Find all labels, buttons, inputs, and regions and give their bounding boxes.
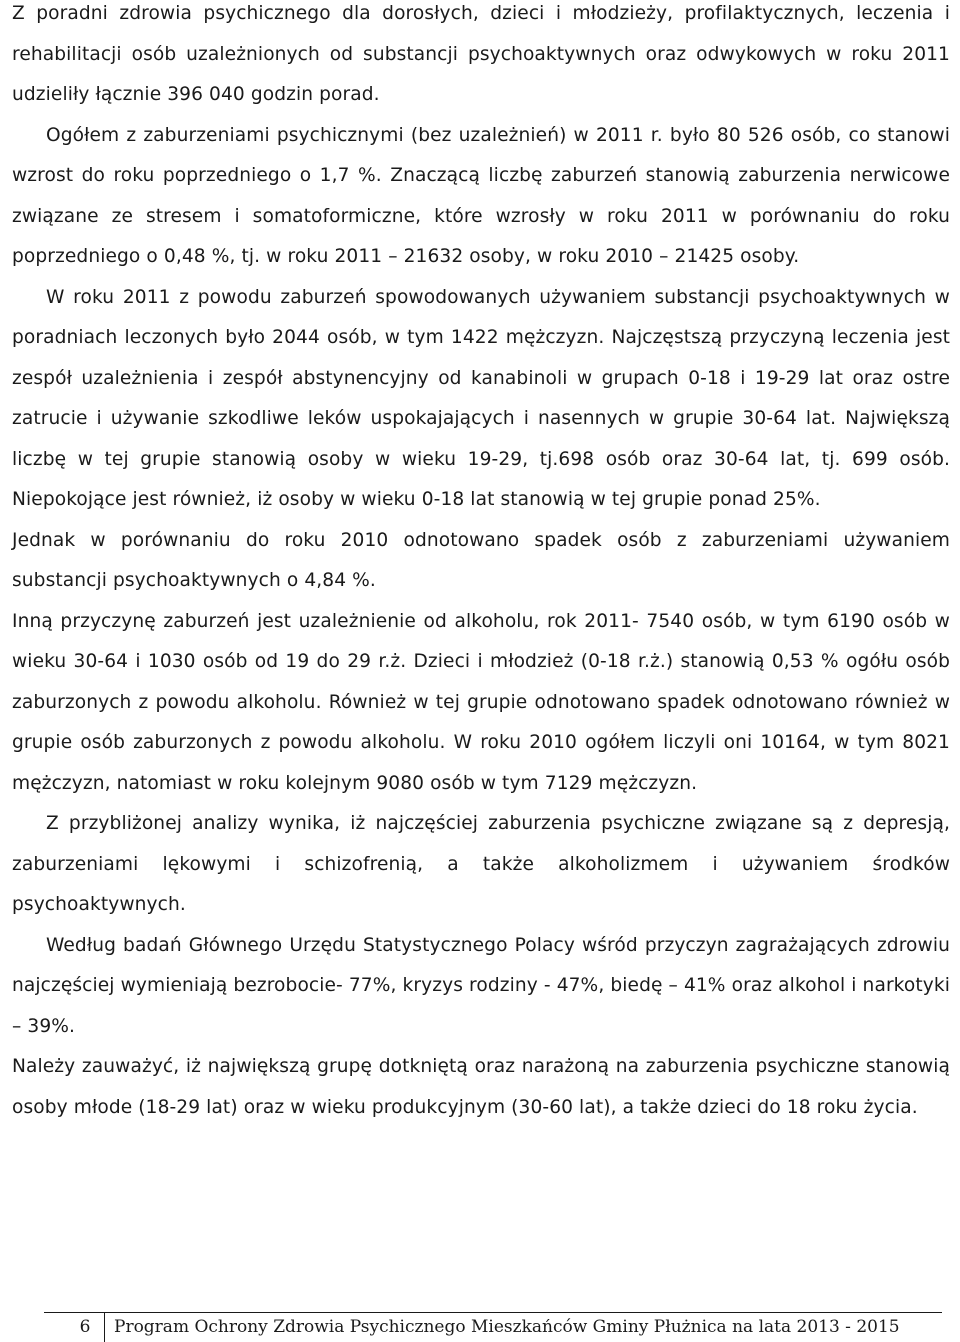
- page-number: 6: [79, 1317, 91, 1337]
- paragraph-gus-survey: Według badań Głównego Urzędu Statystycznego Polacy wśród przyczyn zagrażających zdrowiu najczęściej wymieniają bezrobocie- 77%, kryzys rodziny - 47%, biedę – 41% oraz alkohol i narkotyki – 39%.: [12, 934, 950, 1037]
- paragraph-outpatient-clinics: Z poradni zdrowia psychicznego dla dorosłych, dzieci i młodzieży, profilaktycznych, leczenia i rehabilitacji osób uzależnionych od substancji psychoaktywnych oraz odwykowych w roku 2011 udzieliły łącznie 396 040 godzin porad.: [12, 3, 950, 105]
- paragraph-alcohol: Inną przyczynę zaburzeń jest uzależnienie od alkoholu, rok 2011- 7540 osób, w tym 6190 osób w wieku 30-64 i 1030 osób od 19 do 29 r.ż. Dzieci i młodzież (0-18 r.ż.) stanowią 0,53 % ogółu osób zaburzonych z powodu alkoholu. Również w tej grupie odnotowano spadek odnotowano również w grupie osób zaburzonych z powodu alkoholu. W roku 2010 ogółem liczyli oni 10164, w tym 8021 mężczyzn, natomiast w roku kolejnym 9080 osób w tym 7129 mężczyzn.: [12, 610, 950, 794]
- document-page: [12, 0, 950, 1128]
- paragraph-decrease-2010: Jednak w porównaniu do roku 2010 odnotowano spadek osób z zaburzeniami używaniem substancji psychoaktywnych o 4,84 %.: [12, 529, 950, 591]
- page-footer: [0, 1312, 960, 1342]
- paragraph-risk-groups: Należy zauważyć, iż największą grupę dotkniętą oraz narażoną na zaburzenia psychiczne stanowią osoby młode (18-29 lat) oraz w wieku produkcyjnym (30-60 lat), a także dzieci do 18 roku życia.: [12, 1056, 950, 1118]
- paragraph-analysis: Z przybliżonej analizy wynika, iż najczęściej zaburzenia psychiczne związane są z depresją, zaburzeniami lękowymi i schizofrenią, a także alkoholizmem i używaniem środków psychoaktywnych.: [12, 813, 950, 915]
- paragraph-mental-disorders: Ogółem z zaburzeniami psychicznymi (bez uzależnień) w 2011 r. było 80 526 osób, co stanowi wzrost do roku poprzedniego o 1,7 %. Znaczącą liczbę zaburzeń stanowią zaburzenia nerwicowe związane ze stresem i somatoformiczne, które wzrosły w roku 2011 w porównaniu do roku poprzedniego o 0,48 %, tj. w roku 2011 – 21632 osoby, w roku 2010 – 21425 osoby.: [12, 124, 950, 267]
- footer-title: Program Ochrony Zdrowia Psychicznego Mieszkańców Gminy Płużnica na lata 2013 - 2015: [114, 1317, 900, 1337]
- paragraph-psychoactive-substances: W roku 2011 z powodu zaburzeń spowodowanych używaniem substancji psychoaktywnych w poradniach leczonych było 2044 osób, w tym 1422 mężczyzn. Najczęstszą przyczyną leczenia jest zespół uzależnienia i zespół abstynencyjny od kanabinoli w grupach 0-18 i 19-29 lat oraz ostre zatrucie i używanie szkodliwe leków uspokajających i nasennych w grupie 30-64 lat. Największą liczbę w tej grupie stanowią osoby w wieku 19-29, tj.698 osób oraz 30-64 lat, tj. 699 osób. Niepokojące jest również, iż osoby w wieku 0-18 lat stanowią w tej grupie ponad 25%.: [12, 286, 950, 510]
- footer-rule: [44, 1312, 942, 1313]
- footer-divider: [104, 1313, 105, 1342]
